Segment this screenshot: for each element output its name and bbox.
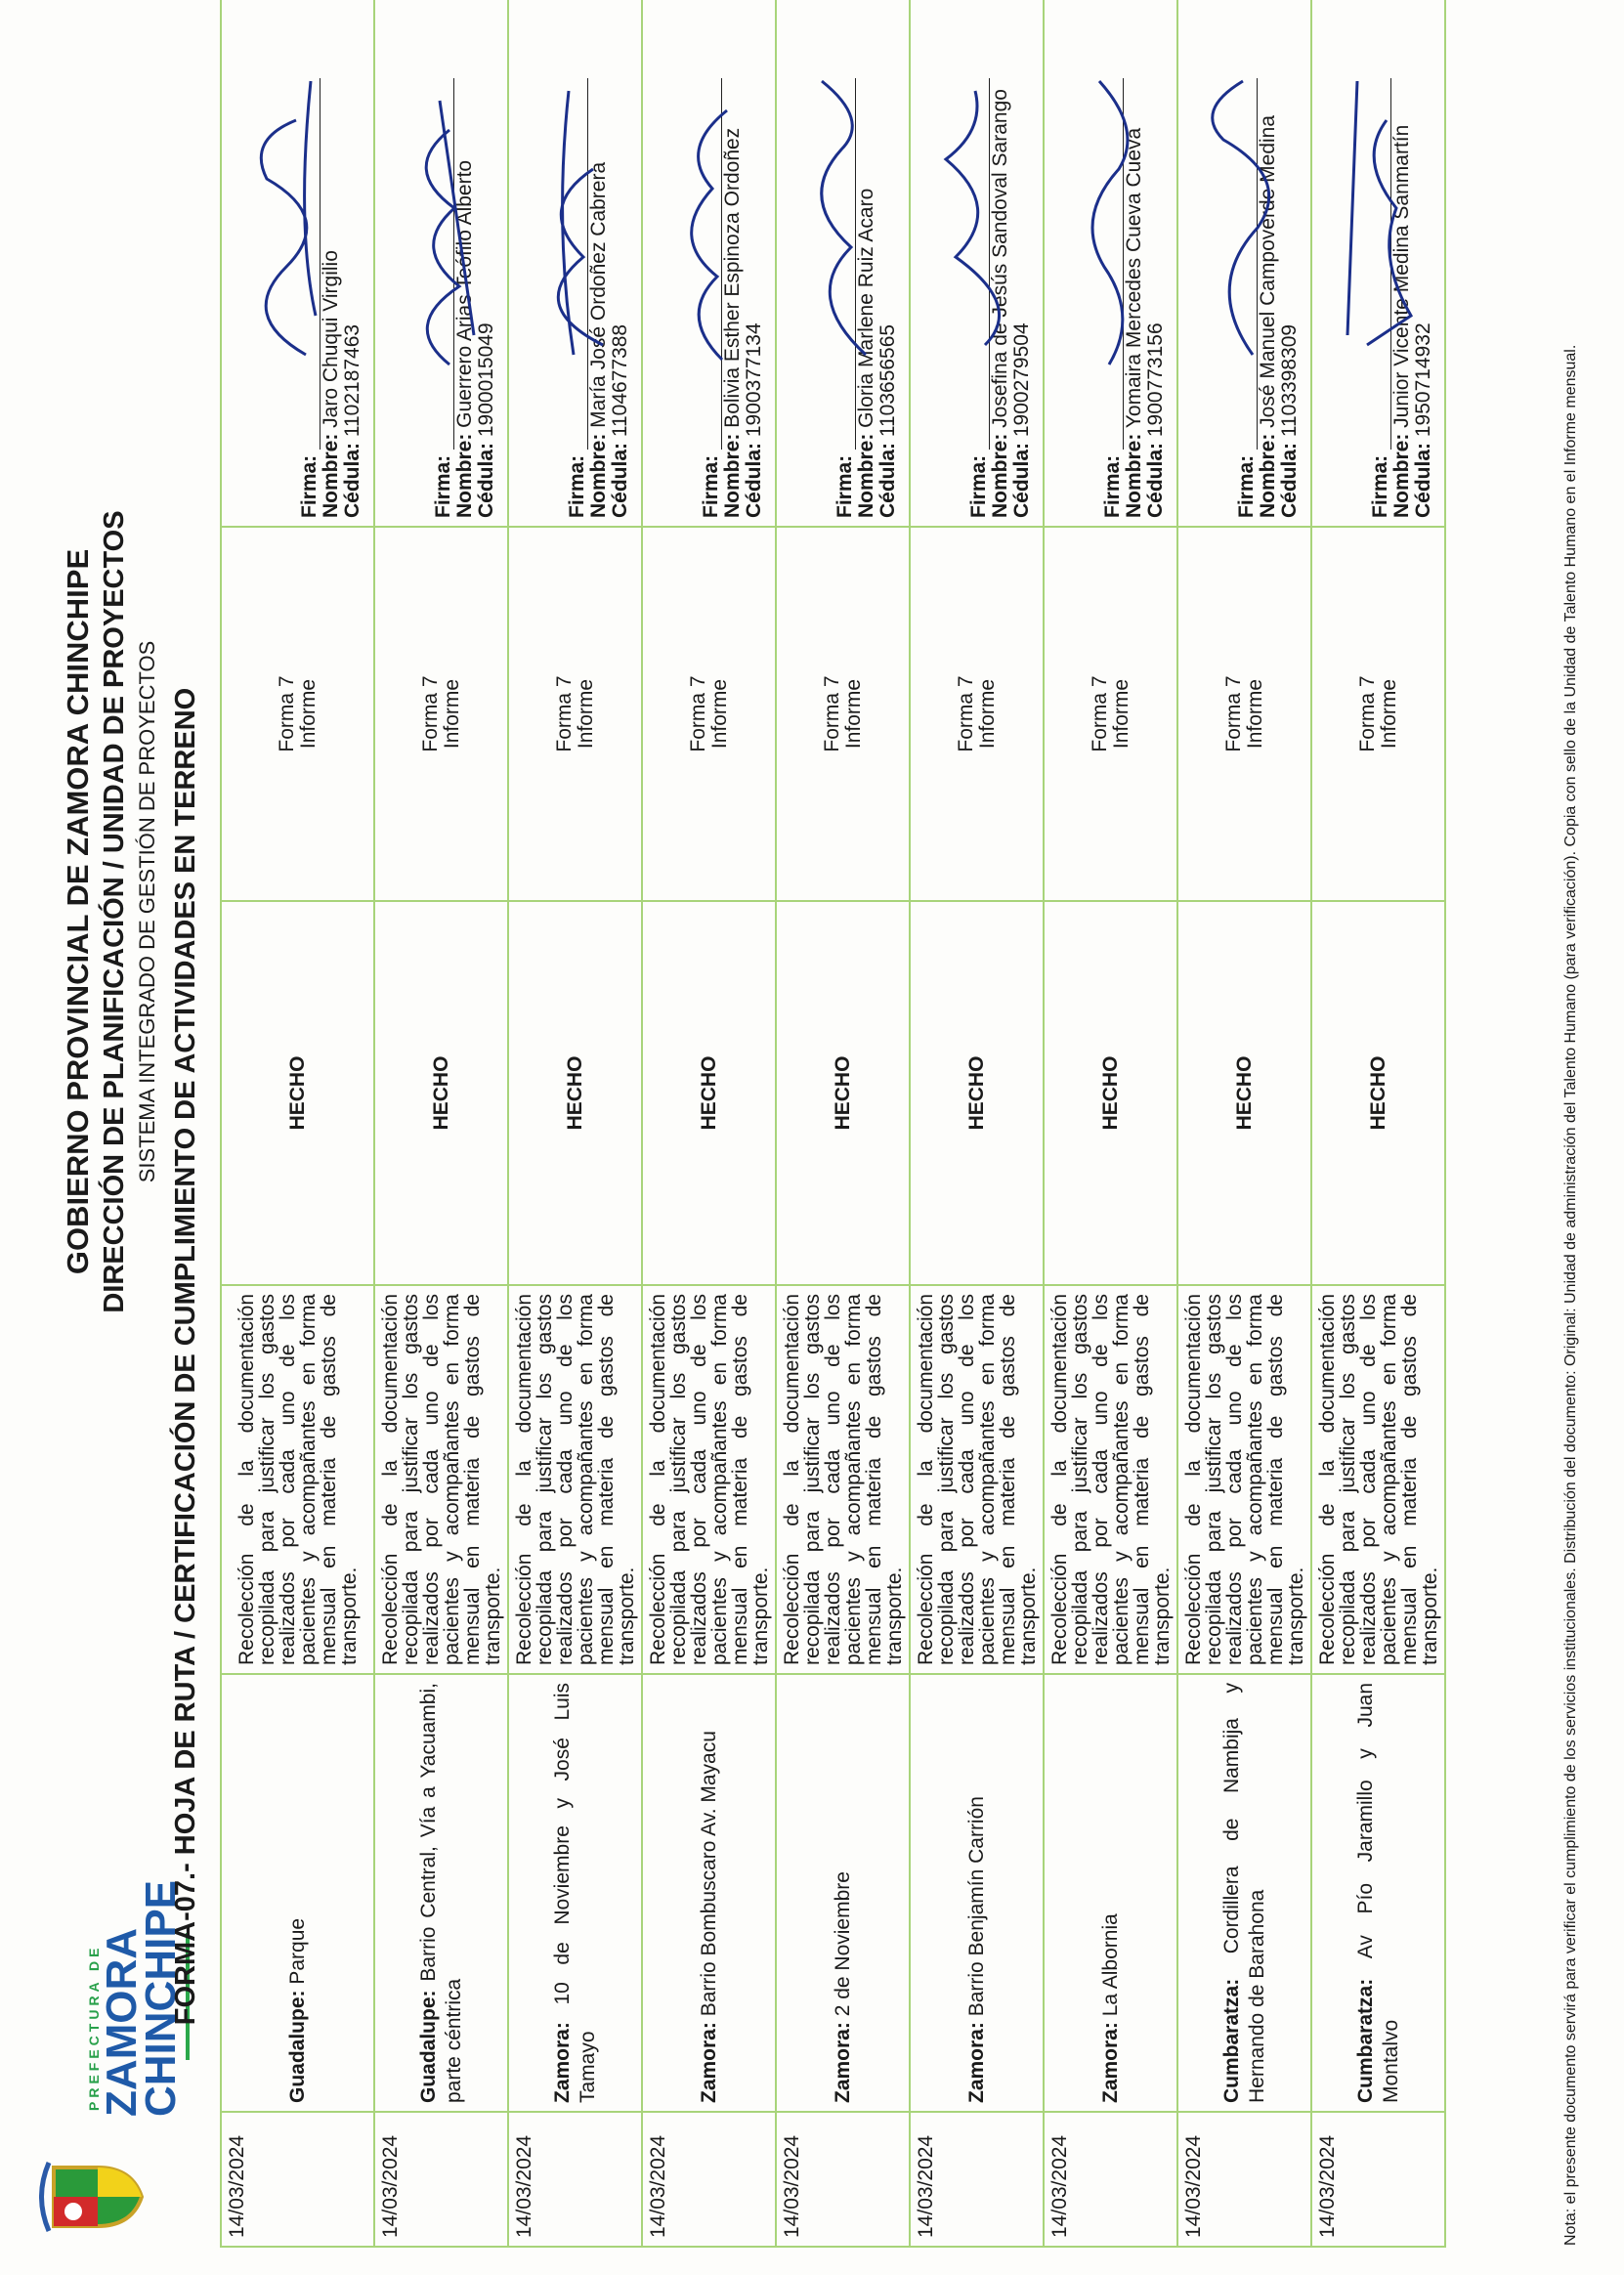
signer-name: José Manuel Campoverde Medina <box>1257 114 1279 428</box>
logo-subtitle: PREFECTURA DE <box>86 1944 102 2111</box>
firma-label: Firma: <box>1235 454 1258 518</box>
nombre-label: Nombre: <box>721 433 744 518</box>
signature-cell <box>910 0 1044 527</box>
signer-name: Yomaira Mercedes Cueva Cueva <box>1123 127 1145 429</box>
cedula-label: Cédula: <box>609 442 631 518</box>
form-label: Forma 7 <box>1355 675 1379 752</box>
form-type: Informe <box>841 678 865 750</box>
prefectura-logo <box>39 1879 185 2236</box>
date-cell <box>1311 2112 1445 2247</box>
status-cell: HECHO <box>1311 901 1445 1285</box>
signature-line <box>1373 78 1391 450</box>
date-cell <box>642 2112 776 2247</box>
table-row <box>642 0 776 2247</box>
status-cell: HECHO <box>1177 901 1311 1285</box>
location-cell <box>508 1674 642 2112</box>
form-type: Informe <box>707 678 731 750</box>
form-label: Forma 7 <box>954 675 977 752</box>
signer-id: 1900015049 <box>475 322 497 438</box>
form-type: Informe <box>440 678 463 750</box>
location-place: Parque <box>285 1917 309 1985</box>
location-cell <box>1311 1674 1445 2112</box>
date-cell <box>1044 2112 1177 2247</box>
table-row <box>1311 0 1445 2247</box>
signer-name: Junior Vicente Medina Sanmartín <box>1390 124 1413 428</box>
date-text: 14/03/2024 <box>1316 2134 1339 2238</box>
form-cell <box>776 527 910 901</box>
firma-label: Firma: <box>833 454 856 518</box>
location-cell <box>374 1674 508 2112</box>
signature-cell <box>1044 0 1177 527</box>
activity-description: Recolección de la documentación recopilada para justificar los gastos realizados por cada uno de los pacientes y acompañantes en forma mensual en materia de gastos de transporte. <box>374 1285 508 1674</box>
location-city: Guadalupe: <box>285 1990 309 2103</box>
coat-of-arms-icon <box>39 2158 147 2236</box>
form-cell <box>1177 527 1311 901</box>
nombre-label: Nombre: <box>453 433 476 518</box>
location-cell <box>221 1674 374 2112</box>
status-cell: HECHO <box>1044 901 1177 1285</box>
signer-id: 1103398309 <box>1278 323 1301 438</box>
signer-id: 1900279504 <box>1010 322 1033 438</box>
form-type: Informe <box>574 678 597 750</box>
activity-description: Recolección de la documentación recopilada para justificar los gastos realizados por cada uno de los pacientes y acompañantes en forma mensual en materia de gastos de transporte. <box>776 1285 910 1674</box>
location-city: Zamora: <box>1098 2022 1122 2103</box>
firma-label: Firma: <box>1369 454 1391 518</box>
nombre-label: Nombre: <box>1123 433 1145 518</box>
date-text: 14/03/2024 <box>1048 2134 1071 2238</box>
location-city: Cumbaratza: <box>1219 1978 1243 2103</box>
form-cell <box>374 527 508 901</box>
signer-name: María José Ordoñez Cabrera <box>587 161 610 428</box>
status-cell: HECHO <box>508 901 642 1285</box>
location-cell <box>910 1674 1044 2112</box>
table-row <box>1044 0 1177 2247</box>
activity-description: Recolección de la documentación recopilada para justificar los gastos realizados por cada uno de los pacientes y acompañantes en forma mensual en materia de gastos de transporte. <box>508 1285 642 1674</box>
location-cell <box>1177 1674 1311 2112</box>
signature-cell <box>374 0 508 527</box>
date-cell <box>374 2112 508 2247</box>
signer-name: Gloria Marlene Ruiz Acaro <box>855 188 877 428</box>
activity-description: Recolección de la documentación recopilada para justificar los gastos realizados por cada uno de los pacientes y acompañantes en forma mensual en materia de gastos de transporte. <box>1311 1285 1445 1674</box>
location-place: Barrio Central, Vía a Yacuambi, parte céntrica <box>416 1683 465 2103</box>
cedula-label: Cédula: <box>743 442 765 518</box>
nombre-label: Nombre: <box>989 433 1011 518</box>
cedula-label: Cédula: <box>1412 442 1434 518</box>
header-government: GOBIERNO PROVINCIAL DE ZAMORA CHINCHIPE <box>61 548 95 1275</box>
location-place: Av Pío Jaramillo y Juan Montalvo <box>1353 1683 1402 2103</box>
location-city: Zamora: <box>550 2022 574 2103</box>
signature-cell <box>642 0 776 527</box>
firma-label: Firma: <box>700 454 722 518</box>
status-cell: HECHO <box>374 901 508 1285</box>
firma-label: Firma: <box>298 454 321 518</box>
form-cell <box>221 527 374 901</box>
date-cell <box>776 2112 910 2247</box>
status-cell: HECHO <box>642 901 776 1285</box>
form-label: Forma 7 <box>1221 675 1245 752</box>
cedula-label: Cédula: <box>1144 442 1167 518</box>
signature-cell <box>1311 0 1445 527</box>
location-place: Barrio Benjamín Carrión <box>964 1796 988 2017</box>
nombre-label: Nombre: <box>855 433 877 518</box>
form-type: Informe <box>1243 678 1266 750</box>
date-text: 14/03/2024 <box>915 2134 937 2238</box>
location-city: Zamora: <box>964 2022 988 2103</box>
form-title: FORMA-07.- HOJA DE RUTA / CERTIFICACIÓN DE CUMPLIMIENTO DE ACTIVIDADES EN TERRENO <box>170 687 201 2026</box>
nombre-label: Nombre: <box>587 433 610 518</box>
signer-id: 1950714932 <box>1412 322 1434 438</box>
date-cell <box>221 2112 374 2247</box>
form-type: Informe <box>1109 678 1133 750</box>
location-cell <box>776 1674 910 2112</box>
form-cell <box>910 527 1044 901</box>
logo-title-1: ZAMORA <box>98 1927 146 2117</box>
firma-label: Firma: <box>566 454 588 518</box>
status-cell: HECHO <box>776 901 910 1285</box>
nombre-label: Nombre: <box>320 433 342 518</box>
signature-line <box>704 78 722 450</box>
table-row <box>508 0 642 2247</box>
signature-line <box>1105 78 1124 450</box>
form-label: Forma 7 <box>275 675 298 752</box>
firma-label: Firma: <box>967 454 990 518</box>
location-place: Barrio Bombuscaro Av. Mayacu <box>697 1731 720 2017</box>
footer-note: Nota: el presente documento servirá para verificar el cumplimiento de los servicios institucionales. Distribución del documento: Original: Unidad de administración del Talento Humano (para verificación). Copia con sello de la Unidad de Talento Humano en el Informe mensual. <box>1562 344 1579 2246</box>
cedula-label: Cédula: <box>876 442 899 518</box>
nombre-label: Nombre: <box>1390 433 1413 518</box>
table-row <box>776 0 910 2247</box>
location-place: 10 de Noviembre y José Luis Tamayo <box>550 1683 599 2103</box>
location-city: Cumbaratza: <box>1353 1978 1377 2103</box>
table-row <box>1177 0 1311 2247</box>
date-cell <box>910 2112 1044 2247</box>
signature-cell <box>221 0 374 527</box>
signature-line <box>302 78 321 450</box>
activity-description: Recolección de la documentación recopilada para justificar los gastos realizados por cada uno de los pacientes y acompañantes en forma mensual en materia de gastos de transporte. <box>642 1285 776 1674</box>
signature-line <box>1239 78 1258 450</box>
signer-name: Josefina de Jesús Sandoval Sarango <box>989 89 1011 428</box>
firma-label: Firma: <box>432 454 454 518</box>
location-cell <box>1044 1674 1177 2112</box>
date-text: 14/03/2024 <box>513 2134 535 2238</box>
signer-id: 1104677388 <box>609 323 631 438</box>
location-place: 2 de Noviembre <box>831 1871 854 2017</box>
header-direction: DIRECCIÓN DE PLANIFICACIÓN / UNIDAD DE PROYECTOS <box>99 510 130 1313</box>
date-text: 14/03/2024 <box>647 2134 669 2238</box>
signer-id: 1900377134 <box>743 322 765 438</box>
date-text: 14/03/2024 <box>226 2134 248 2238</box>
date-text: 14/03/2024 <box>781 2134 803 2238</box>
status-cell: HECHO <box>221 901 374 1285</box>
form-cell <box>508 527 642 901</box>
signature-cell <box>776 0 910 527</box>
logo-title-2: CHINCHIPE <box>137 1879 185 2117</box>
location-place: La Albornia <box>1098 1913 1122 2017</box>
nombre-label: Nombre: <box>1257 433 1279 518</box>
cedula-label: Cédula: <box>475 442 497 518</box>
activity-description: Recolección de la documentación recopilada para justificar los gastos realizados por cada uno de los pacientes y acompañantes en forma mensual en materia de gastos de transporte. <box>1177 1285 1311 1674</box>
form-label: Forma 7 <box>686 675 709 752</box>
form-label: Forma 7 <box>552 675 576 752</box>
signature-cell <box>1177 0 1311 527</box>
signature-line <box>570 78 588 450</box>
activity-description: Recolección de la documentación recopilada para justificar los gastos realizados por cada uno de los pacientes y acompañantes en forma mensual en materia de gastos de transporte. <box>221 1285 374 1674</box>
signature-cell <box>508 0 642 527</box>
location-cell <box>642 1674 776 2112</box>
form-cell <box>1044 527 1177 901</box>
table-row <box>221 0 374 2247</box>
date-text: 14/03/2024 <box>379 2134 402 2238</box>
cedula-label: Cédula: <box>341 442 363 518</box>
status-cell: HECHO <box>910 901 1044 1285</box>
form-type: Informe <box>296 678 320 750</box>
date-cell <box>1177 2112 1311 2247</box>
form-type: Informe <box>1377 678 1400 750</box>
form-label: Forma 7 <box>418 675 442 752</box>
cedula-label: Cédula: <box>1278 442 1301 518</box>
signer-name: Guerrero Arias Teófilo Alberto <box>453 159 476 428</box>
signer-id: 1102187463 <box>341 323 363 438</box>
header-system: SISTEMA INTEGRADO DE GESTIÓN DE PROYECTOS <box>135 640 159 1183</box>
signer-id: 1900773156 <box>1144 322 1167 438</box>
date-text: 14/03/2024 <box>1182 2134 1205 2238</box>
form-type: Informe <box>975 678 999 750</box>
signer-name: Bolivia Esther Espinoza Ordoñez <box>721 127 744 428</box>
table-row <box>374 0 508 2247</box>
form-cell <box>642 527 776 901</box>
location-city: Guadalupe: <box>416 1990 440 2103</box>
activity-description: Recolección de la documentación recopilada para justificar los gastos realizados por cada uno de los pacientes y acompañantes en forma mensual en materia de gastos de transporte. <box>1044 1285 1177 1674</box>
location-city: Zamora: <box>831 2022 854 2103</box>
activities-table <box>220 0 1446 2248</box>
cedula-label: Cédula: <box>1010 442 1033 518</box>
location-city: Zamora: <box>697 2022 720 2103</box>
signature-line <box>436 78 454 450</box>
date-cell <box>508 2112 642 2247</box>
signature-line <box>837 78 856 450</box>
signature-line <box>971 78 990 450</box>
form-label: Forma 7 <box>1088 675 1111 752</box>
form-cell <box>1311 527 1445 901</box>
form-label: Forma 7 <box>820 675 843 752</box>
signer-id: 1103656565 <box>876 323 899 438</box>
signer-name: Jaro Chuqui Virgilio <box>320 250 342 428</box>
firma-label: Firma: <box>1101 454 1124 518</box>
table-row <box>910 0 1044 2247</box>
activity-description: Recolección de la documentación recopilada para justificar los gastos realizados por cada uno de los pacientes y acompañantes en forma mensual en materia de gastos de transporte. <box>910 1285 1044 1674</box>
location-place: Cordillera de Nambija y Hernando de Barahona <box>1219 1683 1268 2103</box>
